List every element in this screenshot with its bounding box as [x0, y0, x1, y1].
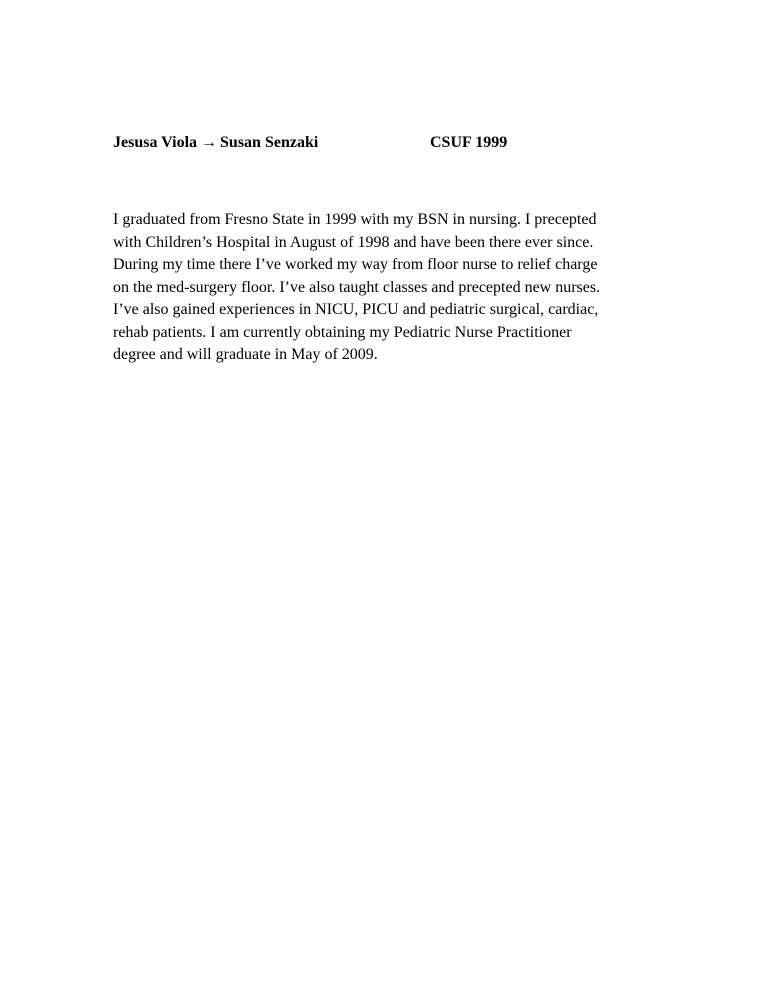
document-heading [113, 132, 673, 154]
mentorship-pair [113, 132, 318, 154]
bio-line: degree and will graduate in May of 2009. [113, 346, 378, 363]
bio-line: I graduated from Fresno State in 1999 with my BSN in nursing. I precepted [113, 211, 597, 228]
bio-paragraph [113, 209, 665, 367]
bio-line: with Children’s Hospital in August of 1998 and have been there ever since. [113, 233, 594, 251]
school-year: CSUF 1999 [430, 134, 508, 151]
bio-line: on the med-surgery floor. I’ve also taught classes and precepted new nurses. [113, 278, 601, 296]
arrow-right-icon: → [201, 134, 218, 151]
mentor-name: Susan Senzaki [220, 134, 319, 151]
bio-line: rehab patients. I am currently obtaining my Pediatric Nurse Practitioner [113, 323, 572, 341]
bio-line: During my time there I’ve worked my way from floor nurse to relief charge [113, 256, 598, 273]
mentee-name: Jesusa Viola [113, 134, 198, 151]
bio-line: I’ve also gained experiences in NICU, PICU and pediatric surgical, cardiac, [113, 301, 599, 318]
